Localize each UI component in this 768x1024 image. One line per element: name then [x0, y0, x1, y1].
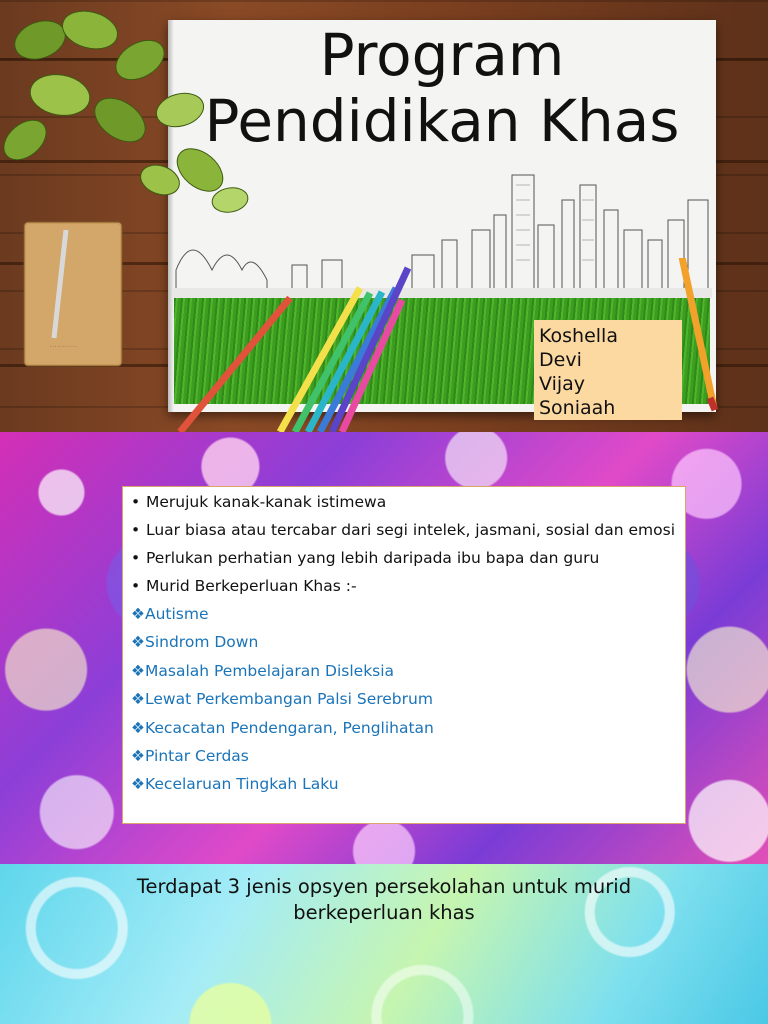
- slide-caption: Terdapat 3 jenis opsyen persekolahan untuk murid berkeperluan khas: [136, 875, 632, 924]
- special-needs-list: [131, 603, 679, 796]
- bullet-list: [131, 491, 679, 598]
- diamond-bullet-icon: ❖: [131, 605, 145, 623]
- special-needs-item: ❖Sindrom Down: [131, 631, 679, 654]
- potted-plant-leaves: [0, 0, 250, 220]
- special-needs-item: ❖Lewat Perkembangan Palsi Serebrum: [131, 688, 679, 711]
- presentation-title: [168, 22, 716, 154]
- diamond-bullet-icon: ❖: [131, 718, 145, 737]
- title-line-2: Pendidikan Khas: [204, 87, 680, 155]
- special-needs-item: ❖Pintar Cerdas: [131, 745, 679, 768]
- diamond-bullet-icon: ❖: [131, 633, 145, 652]
- author-names-box: [534, 320, 682, 420]
- diamond-bullet-icon: ❖: [131, 775, 145, 794]
- diamond-bullet-icon: ❖: [131, 661, 145, 680]
- bullet-item: • Murid Berkeperluan Khas :-: [131, 575, 679, 598]
- special-needs-item: ❖Kecelaruan Tingkah Laku: [131, 773, 679, 796]
- title-line-1: Program: [319, 21, 565, 89]
- school-options-slide: [0, 864, 768, 1024]
- diamond-bullet-icon: ❖: [131, 690, 145, 709]
- author-name: Vijay: [539, 373, 586, 395]
- author-name: Koshella: [539, 325, 618, 347]
- special-needs-item: ❖Masalah Pembelajaran Disleksia: [131, 660, 679, 683]
- special-needs-item: ❖Kecacatan Pendengaran, Penglihatan: [131, 717, 679, 740]
- definition-slide: [0, 432, 768, 864]
- bullet-item: • Merujuk kanak-kanak istimewa: [131, 491, 679, 514]
- content-box: [122, 486, 686, 824]
- svg-text:· · · · · · · · · · ·: · · · · · · · · · · ·: [50, 344, 77, 349]
- title-slide: [0, 0, 768, 432]
- bullet-item: • Luar biasa atau tercabar dari segi intelek, jasmani, sosial dan emosi: [131, 519, 679, 542]
- notebook-with-pencil: [20, 218, 126, 370]
- diamond-bullet-icon: ❖: [131, 746, 145, 765]
- bullet-item: • Perlukan perhatian yang lebih daripada ibu bapa dan guru: [131, 547, 679, 570]
- author-name: Devi: [539, 349, 582, 371]
- special-needs-item: ❖Autisme: [131, 603, 679, 626]
- author-name: Soniaah: [539, 397, 616, 419]
